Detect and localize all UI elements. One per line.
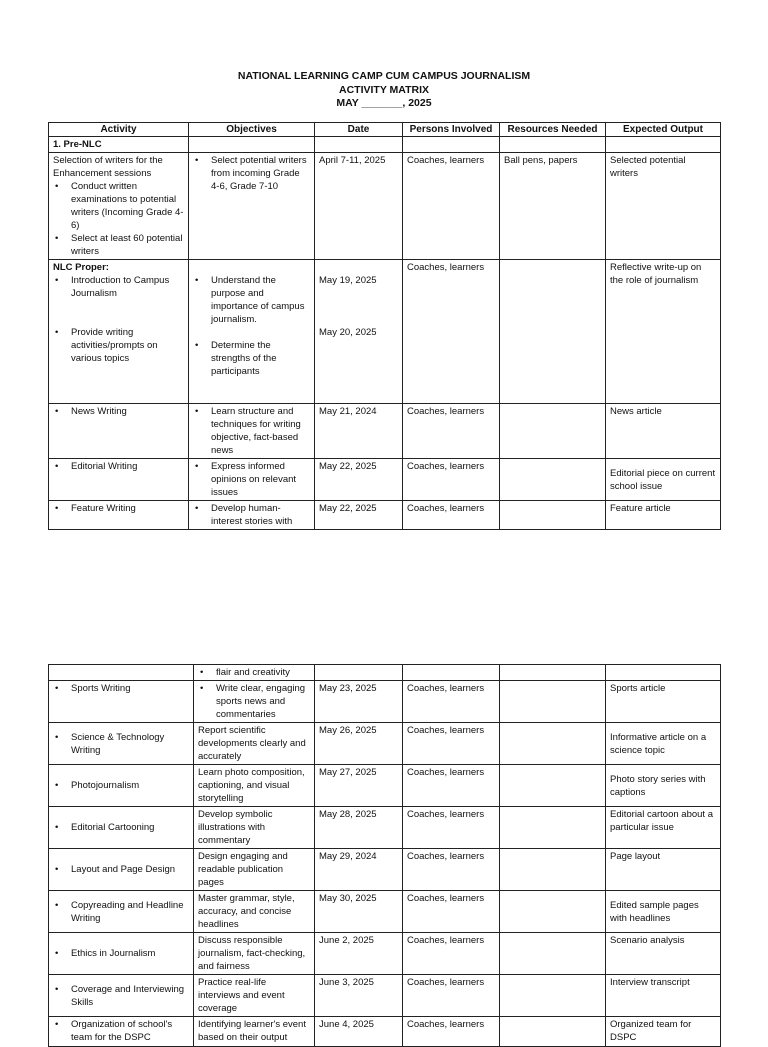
- document-header: [0, 70, 768, 111]
- activity-cell: [49, 849, 194, 891]
- resources-cell: Ball pens, papers: [500, 153, 606, 260]
- resources-cell: [500, 501, 606, 530]
- activity-cell: [49, 404, 189, 459]
- output-cell: Interview transcript: [606, 975, 721, 1017]
- activity-matrix-table-page2: [48, 664, 721, 1047]
- table-row: [49, 975, 721, 1017]
- date-cell: May 22, 2025: [315, 459, 403, 501]
- column-header: Activity: [49, 123, 189, 137]
- resources-cell: [500, 260, 606, 404]
- table-row: [49, 404, 721, 459]
- list-item: • Editorial Writing: [71, 460, 184, 473]
- output-cell: Editorial piece on current school issue: [606, 459, 721, 501]
- objective-cell: Report scientific developments clearly and accurately: [194, 723, 315, 765]
- column-header: Persons Involved: [403, 123, 500, 137]
- date-cell: May 23, 2025: [315, 681, 403, 723]
- list-item: • Editorial Cartooning: [71, 821, 189, 834]
- activity-matrix-table-page1: [48, 122, 721, 530]
- date-cell: May 29, 2024: [315, 849, 403, 891]
- date-cell: May 26, 2025: [315, 723, 403, 765]
- date-cell: June 4, 2025: [315, 1017, 403, 1047]
- resources-cell: [500, 933, 606, 975]
- date-cell: May 28, 2025: [315, 807, 403, 849]
- table-row: [49, 681, 721, 723]
- objective-cell: [194, 681, 315, 723]
- activity-cell: [49, 975, 194, 1017]
- list-item: • Introduction to Campus Journalism: [71, 274, 184, 300]
- table-row: [49, 933, 721, 975]
- list-item: • Express informed opinions on relevant issues: [211, 460, 310, 499]
- output-cell: Page layout: [606, 849, 721, 891]
- objective-cell: Develop symbolic illustrations with commentary: [194, 807, 315, 849]
- list-item: • Develop human-interest stories with: [211, 502, 310, 528]
- activity-cell: [49, 891, 194, 933]
- table-row: [49, 501, 721, 530]
- list-item: • Organization of school's team for the DSPC: [71, 1018, 189, 1044]
- list-item: • Coverage and Interviewing Skills: [71, 983, 189, 1009]
- list-item: • Conduct written examinations to potential writers (Incoming Grade 4-6): [71, 180, 184, 232]
- date-cell: May 21, 2024: [315, 404, 403, 459]
- output-cell: Informative article on a science topic: [606, 723, 721, 765]
- activity-cell: [49, 723, 194, 765]
- document-subtitle: ACTIVITY MATRIX: [338, 83, 430, 96]
- activity-cell: [49, 681, 194, 723]
- table-row: [49, 765, 721, 807]
- objective-cell: Identifying learner's event based on their output: [194, 1017, 315, 1047]
- persons-cell: Coaches, learners: [403, 260, 500, 404]
- resources-cell: [500, 459, 606, 501]
- objective-cell: Master grammar, style, accuracy, and concise headlines: [194, 891, 315, 933]
- list-item: • Layout and Page Design: [71, 863, 189, 876]
- resources-cell: [500, 404, 606, 459]
- table-row: [49, 807, 721, 849]
- output-cell: Editorial cartoon about a particular issue: [606, 807, 721, 849]
- objective-cell: [189, 404, 315, 459]
- objective-cell: Learn photo composition, captioning, and visual storytelling: [194, 765, 315, 807]
- activity-cell: [49, 765, 194, 807]
- date-cell: June 3, 2025: [315, 975, 403, 1017]
- table-row: [49, 260, 721, 404]
- list-item: • Understand the purpose and importance of campus journalism.: [211, 274, 310, 326]
- persons-cell: Coaches, learners: [403, 723, 500, 765]
- list-item: • Copyreading and Headline Writing: [71, 899, 189, 925]
- column-header: Expected Output: [606, 123, 721, 137]
- column-header: Resources Needed: [500, 123, 606, 137]
- resources-cell: [500, 849, 606, 891]
- list-item: • Sports Writing: [71, 682, 189, 695]
- persons-cell: Coaches, learners: [403, 807, 500, 849]
- list-item: • Learn structure and techniques for writing objective, fact-based news: [211, 405, 310, 457]
- persons-cell: Coaches, learners: [403, 404, 500, 459]
- output-cell: Reflective write-up on the role of journalism: [606, 260, 721, 404]
- persons-cell: Coaches, learners: [403, 933, 500, 975]
- objective-cell: [189, 153, 315, 260]
- resources-cell: [500, 807, 606, 849]
- list-item: • Select potential writers from incoming Grade 4-6, Grade 7-10: [211, 154, 310, 193]
- persons-cell: Coaches, learners: [403, 501, 500, 530]
- activity-cell: [49, 153, 189, 260]
- date-value: May 19, 2025: [319, 275, 377, 286]
- table-header-row: [49, 123, 721, 137]
- date-cell: [315, 260, 403, 404]
- column-header: Objectives: [189, 123, 315, 137]
- output-cell: Organized team for DSPC: [606, 1017, 721, 1047]
- objective-cell: [189, 501, 315, 530]
- table-row: [49, 849, 721, 891]
- persons-cell: Coaches, learners: [403, 681, 500, 723]
- list-item: • News Writing: [71, 405, 184, 418]
- activity-cell: [49, 501, 189, 530]
- list-item: • Provide writing activities/prompts on various topics: [71, 326, 184, 365]
- list-item: • Ethics in Journalism: [71, 947, 189, 960]
- list-item: • Determine the strengths of the participants: [211, 339, 310, 378]
- list-item: • Feature Writing: [71, 502, 184, 515]
- output-cell: News article: [606, 404, 721, 459]
- section-title: 1. Pre-NLC: [49, 137, 189, 153]
- objective-continuation: • flair and creativity: [194, 665, 315, 681]
- section-row-pre-nlc: [49, 137, 721, 153]
- output-cell: Scenario analysis: [606, 933, 721, 975]
- date-cell: May 27, 2025: [315, 765, 403, 807]
- objective-cell: Design engaging and readable publication pages: [194, 849, 315, 891]
- table-row: [49, 459, 721, 501]
- resources-cell: [500, 1017, 606, 1047]
- persons-cell: Coaches, learners: [403, 849, 500, 891]
- resources-cell: [500, 891, 606, 933]
- document-title: NATIONAL LEARNING CAMP CUM CAMPUS JOURNALISM: [237, 70, 531, 82]
- table-row: [49, 723, 721, 765]
- list-item: • Select at least 60 potential writers: [71, 232, 184, 258]
- table-row: [49, 1017, 721, 1047]
- resources-cell: [500, 723, 606, 765]
- activity-cell: [49, 807, 194, 849]
- persons-cell: Coaches, learners: [403, 891, 500, 933]
- date-cell: June 2, 2025: [315, 933, 403, 975]
- list-item: • Science & Technology Writing: [71, 731, 189, 757]
- resources-cell: [500, 975, 606, 1017]
- objective-cell: Practice real-life interviews and event coverage: [194, 975, 315, 1017]
- activity-cell: [49, 260, 189, 404]
- objective-cell: [189, 260, 315, 404]
- persons-cell: Coaches, learners: [403, 1017, 500, 1047]
- persons-cell: Coaches, learners: [403, 459, 500, 501]
- persons-cell: Coaches, learners: [403, 975, 500, 1017]
- table-row: [49, 891, 721, 933]
- table-row: [49, 153, 721, 260]
- output-cell: Feature article: [606, 501, 721, 530]
- activity-cell: [49, 459, 189, 501]
- activity-cell: [49, 933, 194, 975]
- persons-cell: Coaches, learners: [403, 765, 500, 807]
- list-item: • Photojournalism: [71, 779, 189, 792]
- section-title: NLC Proper:: [53, 262, 109, 273]
- date-cell: April 7-11, 2025: [315, 153, 403, 260]
- objective-cell: Discuss responsible journalism, fact-checking, and fairness: [194, 933, 315, 975]
- objective-cell: [189, 459, 315, 501]
- output-cell: Photo story series with captions: [606, 765, 721, 807]
- list-item: • Write clear, engaging sports news and commentaries: [216, 682, 310, 721]
- column-header: Date: [315, 123, 403, 137]
- resources-cell: [500, 765, 606, 807]
- table-row: [49, 665, 721, 681]
- output-cell: Selected potential writers: [606, 153, 721, 260]
- date-cell: May 22, 2025: [315, 501, 403, 530]
- output-cell: Sports article: [606, 681, 721, 723]
- document-date-line: MAY _______, 2025: [336, 97, 432, 109]
- date-value: May 20, 2025: [319, 327, 377, 338]
- persons-cell: Coaches, learners: [403, 153, 500, 260]
- resources-cell: [500, 681, 606, 723]
- activity-intro: Selection of writers for the Enhancement sessions: [53, 155, 163, 179]
- date-cell: May 30, 2025: [315, 891, 403, 933]
- activity-cell: [49, 1017, 194, 1047]
- output-cell: Edited sample pages with headlines: [606, 891, 721, 933]
